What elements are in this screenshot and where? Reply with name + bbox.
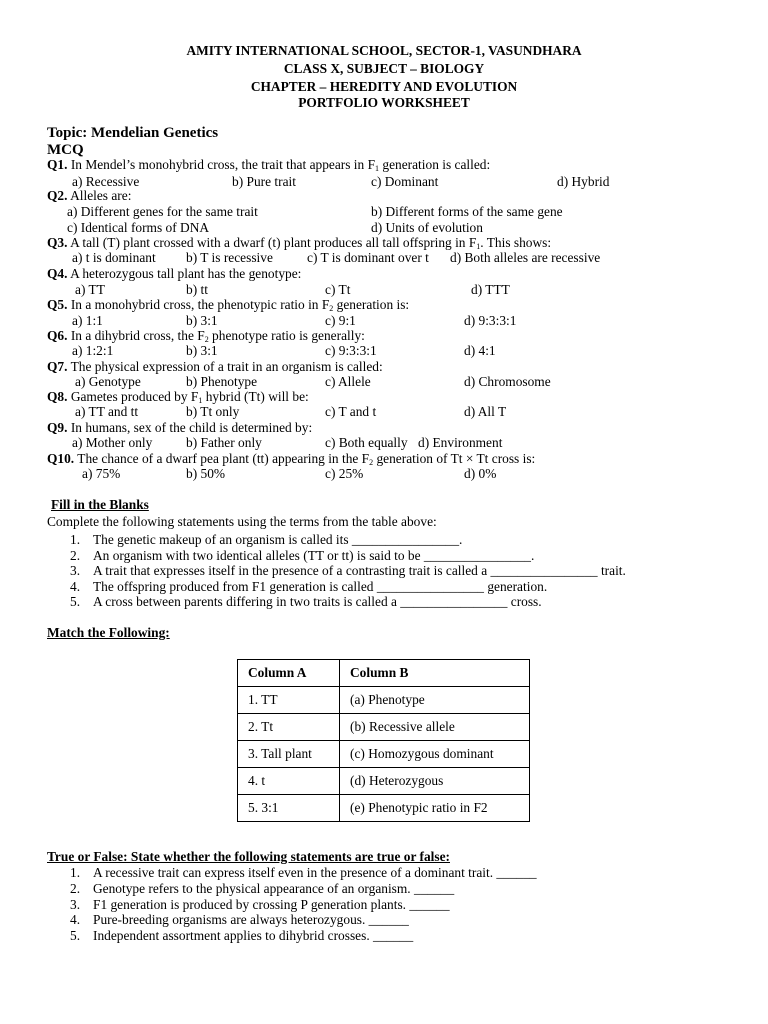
generation-subscript: 2 [204, 335, 209, 344]
question-text-continued: hybrid (Tt) will be: [202, 389, 309, 404]
column-a-cell: 3. Tall plant [238, 741, 340, 768]
column-a-cell: 4. t [238, 768, 340, 795]
question-6 [47, 328, 365, 343]
generation-subscript: 1 [375, 164, 380, 173]
option-c: c) Identical forms of DNA [67, 220, 210, 235]
column-b-header: Column B [340, 660, 530, 687]
option-c: c) Both equally [325, 435, 408, 450]
option-d: d) 9:3:3:1 [464, 313, 517, 328]
match-table [237, 659, 530, 822]
option-d: d) Hybrid [557, 174, 610, 189]
true-false-item-text: Pure-breeding organisms are always heterozygous. ______ [93, 912, 409, 928]
option-d: d) Both alleles are recessive [450, 250, 601, 265]
column-a-cell: 1. TT [238, 687, 340, 714]
option-c: c) Dominant [371, 174, 439, 189]
question-text: In Mendel’s monohybrid cross, the trait that appears in F [67, 157, 376, 172]
true-false-item-number: 5. [70, 928, 81, 943]
question-text: Alleles are: [67, 188, 132, 203]
option-c: c) Allele [325, 374, 371, 389]
question-text-continued: generation of Tt × Tt cross is: [373, 451, 536, 466]
worksheet-title: PORTFOLIO WORKSHEET [298, 95, 470, 110]
question-7 [47, 359, 383, 374]
question-text: In a dihybrid cross, the F [67, 328, 205, 343]
chapter-title: CHAPTER – HEREDITY AND EVOLUTION [250, 79, 518, 94]
generation-subscript: 2 [329, 304, 334, 313]
option-b: b) Tt only [186, 404, 240, 419]
match-header-row [238, 660, 530, 687]
question-3 [47, 235, 551, 250]
question-10 [47, 451, 535, 466]
table-row [238, 714, 530, 741]
school-name: AMITY INTERNATIONAL SCHOOL, SECTOR-1, VASUNDHARA [186, 43, 582, 58]
option-d: d) Environment [418, 435, 503, 450]
question-1 [47, 157, 490, 172]
question-5 [47, 297, 409, 312]
generation-subscript: 2 [369, 458, 374, 467]
true-false-item-text: A recessive trait can express itself even in the presence of a dominant trait. ______ [93, 865, 537, 880]
option-c: c) T and t [325, 404, 377, 419]
option-d: d) 4:1 [464, 343, 496, 358]
question-number: Q6. [47, 328, 68, 343]
option-a: a) Different genes for the same trait [67, 204, 258, 219]
match-heading: Match the Following: [47, 625, 170, 640]
option-b: b) T is recessive [186, 250, 273, 265]
option-a: a) Recessive [72, 174, 140, 189]
mcq-heading: MCQ [47, 142, 84, 158]
question-number: Q4. [47, 266, 68, 281]
option-c: c) 9:3:3:1 [325, 343, 377, 358]
option-d: d) 0% [464, 466, 497, 481]
option-b: b) Pure trait [232, 174, 296, 189]
table-row [238, 687, 530, 714]
question-number: Q3. [47, 235, 68, 250]
true-false-item-number: 2. [70, 880, 81, 896]
class-subject: CLASS X, SUBJECT – BIOLOGY [283, 61, 485, 76]
option-a: a) 1:2:1 [72, 343, 114, 358]
true-false-item-text: F1 generation is produced by crossing P generation plants. ______ [93, 896, 450, 912]
option-d: d) Units of evolution [371, 220, 483, 235]
option-a: a) TT [75, 282, 105, 297]
question-2 [47, 188, 131, 203]
true-false-item-text: Genotype refers to the physical appearance of an organism. ______ [93, 880, 455, 896]
true-false-item-text: Independent assortment applies to dihybrid crosses. ______ [93, 928, 414, 943]
column-b-cell: (b) Recessive allele [340, 714, 530, 741]
column-a-cell: 5. 3:1 [238, 795, 340, 822]
option-a: a) Genotype [75, 374, 141, 389]
option-b: b) Phenotype [186, 374, 258, 389]
question-text: The chance of a dwarf pea plant (tt) appearing in the F [74, 451, 370, 466]
question-text: In humans, sex of the child is determined by: [67, 420, 313, 435]
true-false-item-number: 1. [70, 865, 81, 880]
option-a: a) Mother only [72, 435, 153, 450]
question-number: Q2. [47, 188, 68, 203]
question-number: Q7. [47, 359, 68, 374]
option-c: c) Tt [325, 282, 351, 297]
true-false-heading: True or False: State whether the following statements are true or false: [47, 849, 450, 864]
true-false-item-number: 4. [70, 912, 81, 928]
question-text: A heterozygous tall plant has the genotype: [67, 266, 302, 281]
fill-blank-item-text: The offspring produced from F1 generation is called ________________ generation. [93, 578, 548, 594]
question-text-continued: generation is called: [379, 157, 491, 172]
fill-blank-item-text: The genetic makeup of an organism is called its ________________. [93, 532, 463, 547]
option-b: b) 3:1 [186, 343, 218, 358]
column-b-cell: (d) Heterozygous [340, 768, 530, 795]
option-a: a) 1:1 [72, 313, 103, 328]
generation-subscript: 1 [198, 396, 203, 405]
fill-blanks-heading: Fill in the Blanks [51, 497, 149, 512]
table-row [238, 795, 530, 822]
column-a-header: Column A [238, 660, 340, 687]
question-number: Q9. [47, 420, 68, 435]
table-row [238, 768, 530, 795]
fill-blank-item-text: A cross between parents differing in two traits is called a ________________ cross. [93, 594, 542, 609]
question-text: A tall (T) plant crossed with a dwarf (t) plant produces all tall offspring in F [67, 235, 477, 250]
question-number: Q10. [47, 451, 75, 466]
option-c: c) T is dominant over t [307, 250, 429, 265]
generation-subscript: 1 [476, 242, 481, 251]
option-d: d) Chromosome [464, 374, 551, 389]
option-d: d) TTT [471, 282, 510, 297]
option-b: b) 50% [186, 466, 226, 481]
question-number: Q5. [47, 297, 68, 312]
topic-heading: Topic: Mendelian Genetics [47, 125, 219, 141]
column-b-cell: (e) Phenotypic ratio in F2 [340, 795, 530, 822]
fill-blank-item-number: 4. [70, 578, 81, 594]
question-9 [47, 420, 312, 435]
option-a: a) t is dominant [72, 250, 156, 265]
question-text-continued: . This shows: [480, 235, 552, 250]
fill-blank-item-number: 5. [70, 594, 81, 609]
table-row [238, 741, 530, 768]
fill-blank-item-number: 2. [70, 547, 81, 563]
question-8 [47, 389, 309, 404]
column-b-cell: (a) Phenotype [340, 687, 530, 714]
column-a-cell: 2. Tt [238, 714, 340, 741]
fill-blank-item-text: A trait that expresses itself in the presence of a contrasting trait is called a ________________ trait. [93, 563, 626, 578]
option-d: d) All T [464, 404, 507, 419]
question-text-continued: generation is: [333, 297, 410, 312]
option-a: a) 75% [82, 466, 121, 481]
fill-blank-item-number: 3. [70, 563, 81, 578]
option-c: c) 25% [325, 466, 364, 481]
option-b: b) 3:1 [186, 313, 218, 328]
question-text: Gametes produced by F [67, 389, 199, 404]
true-false-item-number: 3. [70, 896, 81, 912]
question-text-continued: phenotype ratio is generally: [208, 328, 365, 343]
question-number: Q8. [47, 389, 68, 404]
question-text: In a monohybrid cross, the phenotypic ratio in F [67, 297, 330, 312]
question-number: Q1. [47, 157, 68, 172]
fill-blank-item-number: 1. [70, 532, 81, 547]
question-4 [47, 266, 301, 281]
option-b: b) Different forms of the same gene [371, 204, 563, 219]
option-b: b) Father only [186, 435, 262, 450]
fill-blanks-instruction: Complete the following statements using the terms from the table above: [47, 514, 437, 529]
column-b-cell: (c) Homozygous dominant [340, 741, 530, 768]
option-c: c) 9:1 [325, 313, 356, 328]
fill-blank-item-text: An organism with two identical alleles (TT or tt) is said to be ________________. [93, 547, 535, 563]
question-text: The physical expression of a trait in an organism is called: [67, 359, 383, 374]
option-a: a) TT and tt [75, 404, 139, 419]
option-b: b) tt [186, 282, 208, 297]
